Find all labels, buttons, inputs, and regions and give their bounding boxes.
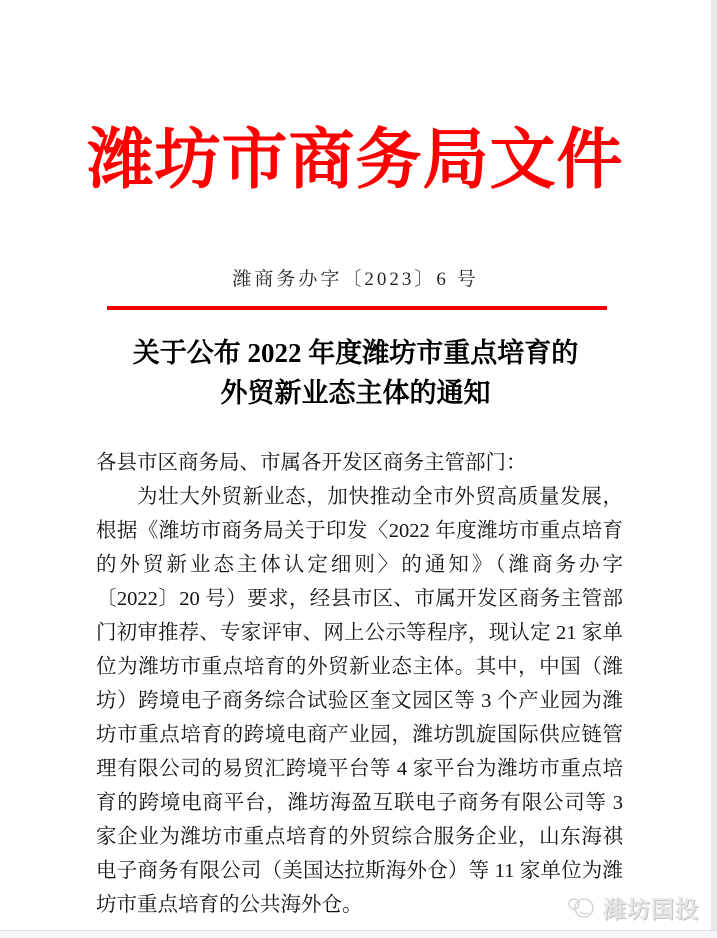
vertical-scrollbar-track[interactable] (711, 0, 717, 938)
overlapping-circles-logo-icon (566, 895, 596, 921)
document-reference-number: 潍商务办字〔2023〕6 号 (232, 269, 479, 290)
document-title-line-2: 外贸新业态主体的通知 (220, 378, 491, 408)
horizontal-scrollbar-track[interactable] (0, 930, 717, 938)
watermark-label: 潍坊国投 (603, 896, 699, 922)
watermark (566, 891, 699, 924)
salutation-line: 各县市区商务局、市属各开发区商务主管部门： (96, 452, 527, 474)
document-body (96, 446, 623, 922)
red-divider-line (107, 306, 607, 310)
body-paragraph: 为壮大外贸新业态，加快推动全市外贸高质量发展，根据《潍坊市商务局关于印发〈2022 年度潍坊市重点培育的外贸新业态主体认定细则〉的通知》（潍商务办字〔2022〕20 号）要求，经县市区、市属开发区商务主管部门初审推荐、专家评审、网上公示等程序，现认定 21 家单位为潍坊市重点培育的外贸新业态主体。其中，中国（潍坊）跨境电子商务综合试验区奎文园区等 3 个产业园为潍坊市重点培育的跨境电商产业园，潍坊凯旋国际供应链管理有限公司的易贸汇跨境平台等 4 家平台为潍坊市重点培育的跨境电商平台，潍坊海盈互联电子商务有限公司等 3 家企业为潍坊市重点培育的外贸综合服务企业，山东海祺电子商务有限公司（美国达拉斯海外仓）等 11 家单位为潍坊市重点培育的公共海外仓。 (96, 486, 623, 916)
document-title-line-1: 关于公布 2022 年度潍坊市重点培育的 (132, 338, 579, 368)
agency-masthead-title: 潍坊市商务局文件 (87, 124, 624, 197)
document-title (0, 333, 711, 413)
